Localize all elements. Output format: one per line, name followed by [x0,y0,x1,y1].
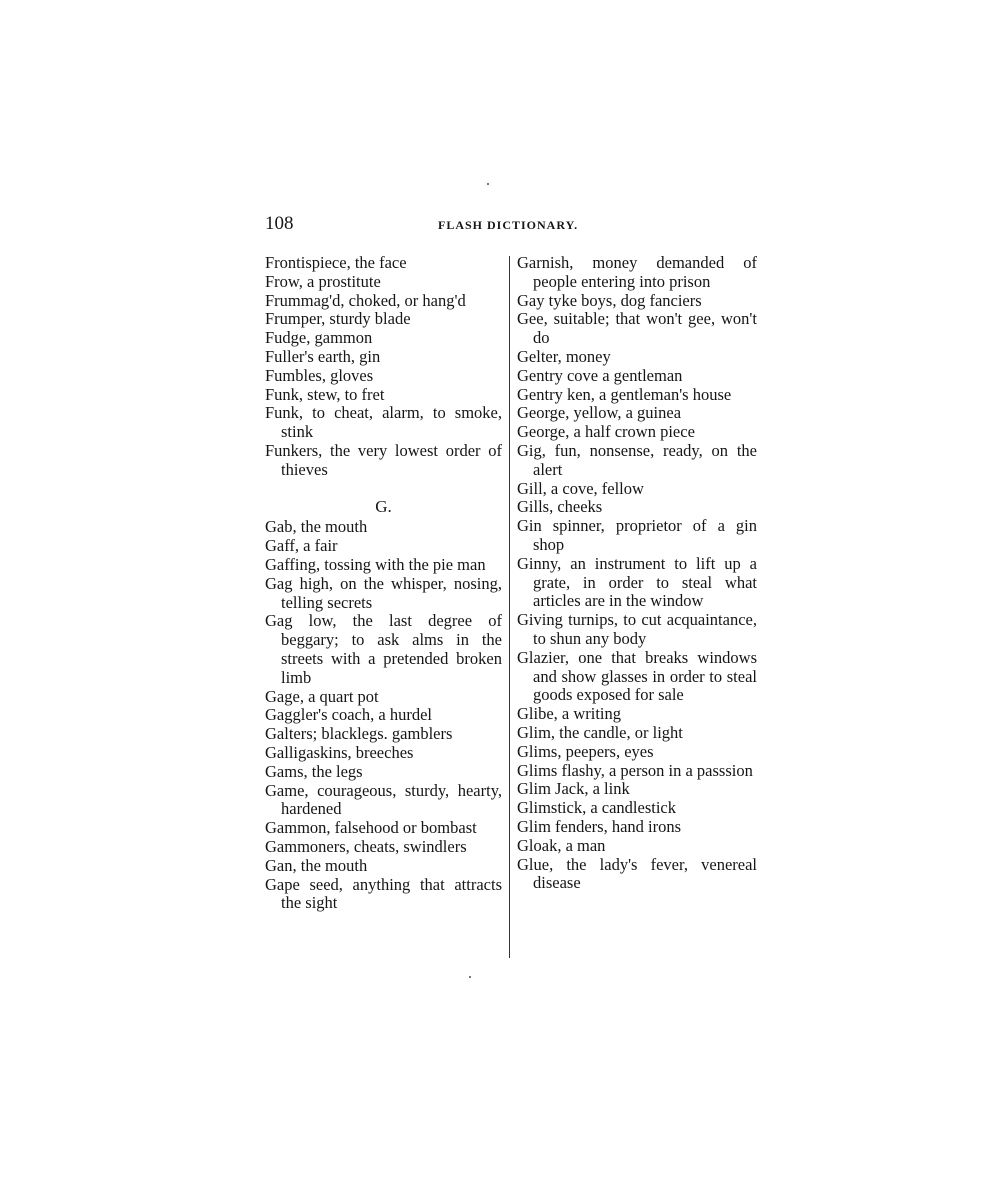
dictionary-entry: Glims flashy, a person in a passsion [517,760,753,780]
dictionary-entry: Gaffing, tossing with the pie man [265,554,486,574]
dictionary-entry: Glibe, a writing [517,704,622,724]
dictionary-entry: Gage, a quart pot [265,686,379,706]
dictionary-entry: Gloak, a man [517,835,606,855]
dictionary-entry: Glimstick, a candlestick [517,798,676,818]
dictionary-entry: Garnish, money demanded of people entering into prison [517,253,757,291]
dictionary-entry: Gaff, a fair [265,536,338,556]
dictionary-entry: Funk, stew, to fret [265,384,385,404]
dictionary-entry: Gaggler's coach, a hurdel [265,705,432,725]
dictionary-entry: Glim fenders, hand irons [517,816,682,836]
dictionary-entry: Gentry cove a gentleman [517,365,683,385]
dictionary-entry: Glims, peepers, eyes [517,741,654,761]
dictionary-entry: Frummag'd, choked, or hang'd [265,290,466,310]
running-title: FLASH DICTIONARY. [438,218,579,232]
dictionary-entry: George, yellow, a guinea [517,403,682,423]
dictionary-entry: Gin spinner, proprietor of a gin shop [517,516,757,554]
dictionary-entry: Glim Jack, a link [517,779,630,799]
dictionary-entry: Gill, a cove, fellow [517,478,644,498]
page-number: 108 [265,213,294,234]
section-letter: G. [375,496,392,516]
dictionary-entry: Glim, the candle, or light [517,722,683,742]
dictionary-entry: Game, courageous, sturdy, hearty, hardened [265,780,502,819]
dictionary-entry: Gentry ken, a gentleman's house [517,384,732,404]
dictionary-entry: Glazier, one that breaks windows and show glasses in order to steal goods exposed for sale [517,647,757,705]
dictionary-entry: Gag low, the last degree of beggary; to ask alms in the streets with a pretended broken limb [265,611,502,687]
column-divider [509,256,510,958]
dictionary-entry: Frumper, sturdy blade [265,309,411,329]
dictionary-entry: Fumbles, gloves [265,365,374,385]
dictionary-entry: Gee, suitable; that won't gee, won't do [517,309,757,348]
dictionary-entry: Galters; blacklegs. gamblers [265,724,453,744]
dictionary-entry: Frow, a prostitute [265,271,381,291]
dictionary-entry: Gills, cheeks [517,497,603,517]
left-column [265,254,502,913]
dictionary-entry: Gab, the mouth [265,517,368,537]
dictionary-entry: Funk, to cheat, alarm, to smoke, stink [265,403,502,442]
dictionary-entry: Gammoners, cheats, swindlers [265,836,467,856]
dictionary-entry: Funkers, the very lowest order of thieves [265,440,502,479]
dictionary-entry: Gelter, money [517,346,611,366]
dictionary-entry: Fuller's earth, gin [265,346,381,366]
dictionary-entry: Ginny, an instrument to lift up a grate, in order to steal what articles are in the window [517,553,757,611]
scan-speck [469,976,471,978]
dictionary-entry: Gig, fun, nonsense, ready, on the alert [517,440,757,479]
right-column [517,254,757,893]
dictionary-entry: Gag high, on the whisper, nosing, telling secrets [265,573,502,612]
dictionary-entry: Galligaskins, breeches [265,742,414,762]
dictionary-entry: George, a half crown piece [517,422,695,442]
dictionary-entry: Gams, the legs [265,761,363,781]
dictionary-entry: Gammon, falsehood or bombast [265,818,477,838]
dictionary-entry: Glue, the lady's fever, venereal disease [517,854,757,893]
dictionary-entry: Fudge, gammon [265,328,373,348]
dictionary-entry: Gan, the mouth [265,855,368,875]
scan-speck [487,183,489,185]
dictionary-entry: Gape seed, anything that attracts the sight [265,874,502,913]
dictionary-entry: Giving turnips, to cut acquaintance, to shun any body [517,610,757,648]
dictionary-entry: Frontispiece, the face [265,253,407,272]
dictionary-entry: Gay tyke boys, dog fanciers [517,290,702,310]
